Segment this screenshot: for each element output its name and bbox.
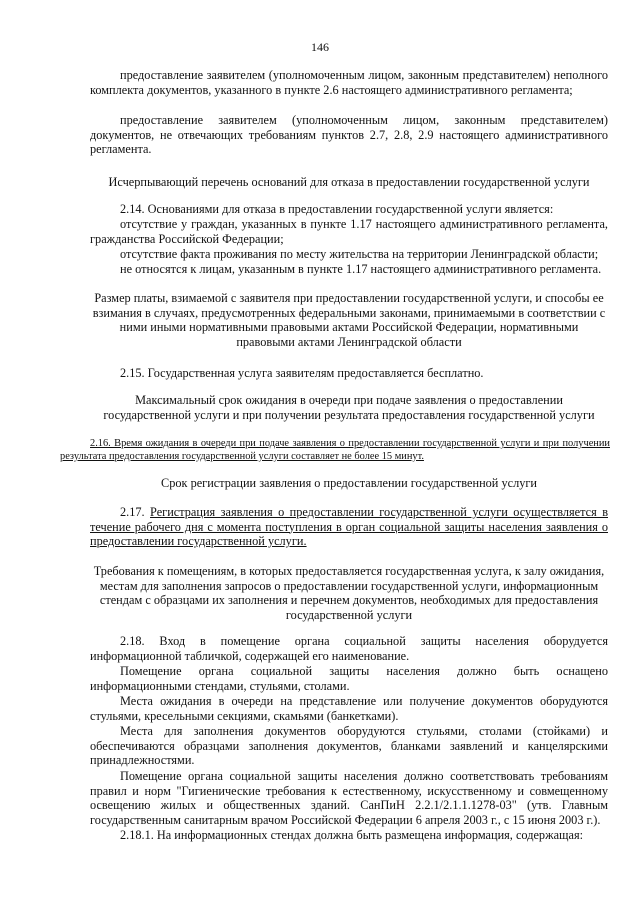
paragraph-nonconforming-documents: предоставление заявителем (уполномоченным лицом, законным представителем) документов, не отвечающих требованиям пунктов 2.7, 2.8, 2.9 настоящего административного регламента. (90, 113, 608, 157)
paragraph-2-18-equipment: Помещение органа социальной защиты населения должно быть оснащено информационными стендами, стульями, столами. (90, 664, 608, 693)
paragraph-2-18-filling-places: Места для заполнения документов оборудуются стульями, столами (стойками) и обеспечиваются образцами заполнения документов, бланками заявлений и канцелярскими принадлежностями. (90, 724, 608, 768)
heading-waiting-time: Максимальный срок ожидания в очереди при подаче заявления о предоставлении государственной услуги и при получении результата предоставления государственной услуги (103, 393, 595, 422)
paragraph-2-18-waiting-places: Места ожидания в очереди на представление или получение документов оборудуются стульями, кресельными секциями, скамьями (банкетками). (90, 694, 608, 723)
heading-registration: Срок регистрации заявления о предоставлении государственной услуги (161, 476, 537, 490)
paragraph-2-17-text: Регистрация заявления о предоставлении государственной услуги осуществляется в течение рабочего дня с момента поступления в орган социальной защиты населения заявления о предоставлении государственной услуги. (90, 505, 608, 549)
heading-refusal-grounds: Исчерпывающий перечень оснований для отказа в предоставлении государственной услуги (108, 175, 590, 189)
paragraph-2-17-number: 2.17. (120, 505, 145, 519)
paragraph-2-15: 2.15. Государственная услуга заявителям предоставляется бесплатно. (120, 366, 484, 380)
page-number: 146 (311, 40, 329, 54)
paragraph-2-14-c: не относятся к лицам, указанным в пункте 1.17 настоящего административного регламента. (120, 262, 602, 276)
paragraph-2-18-sanitary: Помещение органа социальной защиты населения должно соответствовать требованиям правил и норм "Гигиенические требования к естественному, искусственному и совмещенному освещению жилых и общественных зданий. СанПиН 2.2.1/2.1.1.1278-03" (утв. Главным государственным санитарным врачом Российской Федерации 6 апреля 2003 г., с 15 июня 2003 г.). (90, 769, 608, 827)
paragraph-2-14-a: отсутствие у граждан, указанных в пункте 1.17 настоящего административного регламента, гражданства Российской Федерации; (90, 217, 608, 246)
paragraph-2-14-b: отсутствие факта проживания по месту жительства на территории Ленинградской области; (120, 247, 599, 261)
paragraph-2-14: 2.14. Основаниями для отказа в предоставлении государственной услуги является: (120, 202, 554, 216)
paragraph-2-18: 2.18. Вход в помещение органа социальной защиты населения оборудуется информационной табличкой, содержащей его наименование. (90, 634, 608, 663)
heading-premises: Требования к помещениям, в которых предоставляется государственная услуга, к залу ожидания, местам для заполнения запросов о предоставлении государственной услуги, информационным стендам с образцами их заполнения и перечнем документов, необходимых для предоставления государственной услуги (93, 564, 605, 622)
heading-fee: Размер платы, взимаемой с заявителя при предоставлении государственной услуги, и способы ее взимания в случаях, предусмотренных федеральными законами, принимаемыми в соответствии с ними иными нормативными правовыми актами Российской Федерации, нормативными правовыми актами Ленинградской области (92, 291, 606, 349)
paragraph-2-16: 2.16. Время ожидания в очереди при подаче заявления о предоставлении государственной услуги и при получении результата предоставления государственной услуги составляет не более 15 минут. (60, 438, 610, 462)
paragraph-incomplete-documents: предоставление заявителем (уполномоченным лицом, законным представителем) неполного комплекта документов, указанного в пункте 2.6 настоящего административного регламента; (90, 68, 608, 97)
paragraph-2-18-1: 2.18.1. На информационных стендах должна быть размещена информация, содержащая: (120, 828, 584, 842)
paragraph-2-17 (90, 505, 608, 549)
